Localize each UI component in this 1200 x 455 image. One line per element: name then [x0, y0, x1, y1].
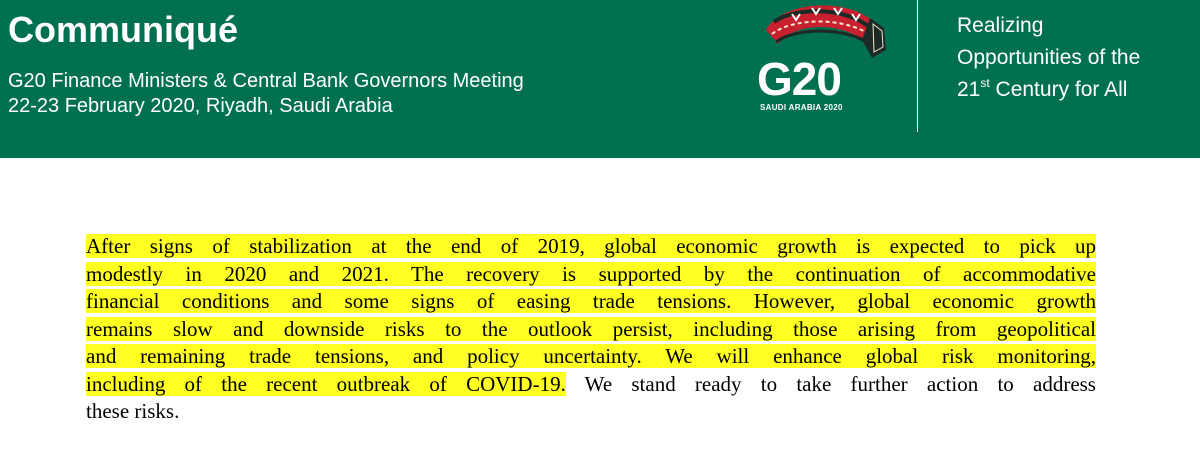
motto-line-1: Realizing — [957, 14, 1044, 37]
motto-line-3-rest: Century for All — [989, 78, 1128, 101]
motto-line-3 — [957, 74, 1140, 106]
unhighlighted-text: We stand ready to take further action to address — [565, 371, 1096, 396]
communique-paragraph — [86, 233, 1096, 426]
motto-number: 21 — [957, 78, 981, 101]
meeting-name: G20 Finance Ministers & Central Bank Governors Meeting — [8, 70, 524, 92]
summit-motto — [957, 10, 1140, 106]
highlighted-text: and remaining trade tensions, and policy uncertainty. We will enhance global risk monitoring, — [86, 344, 1096, 368]
meeting-date-location: 22-23 February 2020, Riyadh, Saudi Arabia — [8, 95, 393, 117]
g20-logo-subtext: SAUDI ARABIA 2020 — [760, 103, 843, 112]
paragraph-line — [86, 371, 1096, 399]
highlighted-text: After signs of stabilization at the end of 2019, global economic growth is expected to pick up — [86, 234, 1096, 258]
highlighted-text: remains slow and downside risks to the outlook persist, including those arising from geopolitical — [86, 316, 1096, 341]
paragraph-line — [86, 233, 1096, 261]
page-title: Communiqué — [8, 9, 238, 50]
header-banner — [0, 0, 1200, 158]
paragraph-line — [86, 288, 1096, 316]
unhighlighted-text: these risks. — [86, 399, 180, 423]
motto-ordinal-suffix: st — [980, 76, 990, 90]
paragraph-line — [86, 398, 1096, 426]
highlighted-text: financial conditions and some signs of easing trade tensions. However, global economic growth — [86, 289, 1096, 313]
highlighted-text: modestly in 2020 and 2021. The recovery is supported by the continuation of accommodative — [86, 261, 1096, 286]
paragraph-line — [86, 261, 1096, 289]
paragraph-line — [86, 316, 1096, 344]
paragraph-line — [86, 343, 1096, 371]
motto-line-2: Opportunities of the — [957, 46, 1141, 69]
g20-logo-text: G20 — [757, 53, 841, 105]
header-divider — [917, 0, 918, 132]
highlighted-text: including of the recent outbreak of COVID-19. — [86, 371, 566, 396]
meeting-subtitle — [8, 69, 524, 119]
